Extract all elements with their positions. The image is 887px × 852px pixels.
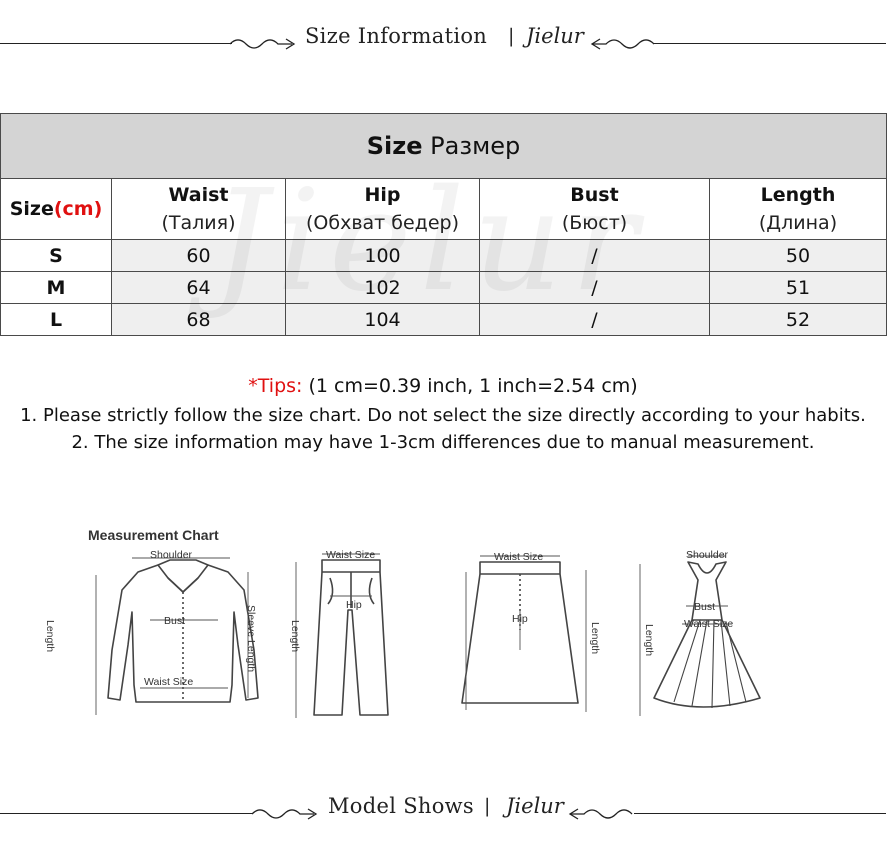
- length-header-ru: (Длина): [758, 212, 838, 234]
- shirt-bust-label: Bust: [164, 615, 186, 627]
- swirl-right-icon: [566, 802, 634, 824]
- size-column-header: [1, 179, 112, 240]
- header-rule-right: [654, 43, 886, 44]
- dress-length-label: Length: [643, 624, 655, 657]
- garment-diagrams: [44, 520, 840, 735]
- header-rule-left: [0, 43, 232, 44]
- dress-diagram: [654, 562, 760, 708]
- waist-cell: 60: [112, 240, 286, 272]
- table-row: [1, 304, 887, 336]
- size-cell: M: [1, 272, 112, 304]
- header-rule-right: [634, 813, 886, 814]
- hip-cell: 100: [286, 240, 480, 272]
- skirt-hip-label: Hip: [512, 613, 528, 625]
- bust-column-header: [480, 179, 710, 240]
- measurement-chart-title: Measurement Chart: [88, 527, 219, 543]
- bust-header-en: Bust: [570, 184, 619, 206]
- size-header-label: Size: [9, 198, 54, 220]
- size-information-header: [0, 24, 886, 64]
- chart-labels: [44, 549, 733, 688]
- table-row: [1, 240, 887, 272]
- brand-name: Jielur: [526, 24, 584, 48]
- brand-name: Jielur: [506, 794, 564, 818]
- hip-cell: 104: [286, 304, 480, 336]
- table-title-row: [1, 114, 887, 179]
- length-cell: 52: [710, 304, 887, 336]
- pants-waist-label: Waist Size: [326, 549, 376, 561]
- swirl-right-icon: [588, 32, 656, 54]
- swirl-left-icon: [228, 32, 296, 54]
- skirt-length-label: Length: [589, 622, 601, 655]
- length-header-en: Length: [760, 184, 836, 206]
- bust-cell: /: [480, 240, 710, 272]
- table-title-bold: Size: [366, 132, 423, 160]
- hip-header-en: Hip: [364, 184, 401, 206]
- bust-header-ru: (Бюст): [561, 212, 628, 234]
- tips-label: *Tips:: [248, 375, 303, 397]
- length-column-header: [710, 179, 887, 240]
- skirt-waist-label: Waist Size: [494, 551, 544, 563]
- waist-header-en: Waist: [168, 184, 229, 206]
- hip-header-ru: (Обхват бедер): [306, 212, 459, 234]
- bust-cell: /: [480, 304, 710, 336]
- table-title: [1, 114, 887, 179]
- shirt-length-label: Length: [44, 620, 56, 653]
- waist-cell: 68: [112, 304, 286, 336]
- pants-hip-label: Hip: [346, 599, 362, 611]
- waist-cell: 64: [112, 272, 286, 304]
- header-rule-left: [0, 813, 252, 814]
- section-title: Size Information: [305, 24, 488, 48]
- bust-cell: /: [480, 272, 710, 304]
- section-title: Model Shows: [328, 794, 475, 818]
- length-cell: 51: [710, 272, 887, 304]
- title-separator: |: [508, 25, 515, 47]
- dress-waist-label: Waist Size: [684, 618, 734, 630]
- waist-column-header: [112, 179, 286, 240]
- shirt-sleeve-label: Sleeve Length: [245, 605, 257, 673]
- waist-header-ru: (Талия): [161, 212, 236, 234]
- size-cell: L: [1, 304, 112, 336]
- shirt-shoulder-label: Shoulder: [150, 549, 193, 561]
- length-cell: 50: [710, 240, 887, 272]
- table-title-ru: Размер: [430, 132, 521, 160]
- dress-shoulder-label: Shoulder: [686, 549, 729, 561]
- table-row: [1, 272, 887, 304]
- title-separator: |: [484, 795, 491, 817]
- tips-note-2: 2. The size information may have 1-3cm differences due to manual measurement.: [71, 432, 815, 453]
- tips-note-1: 1. Please strictly follow the size chart. Do not select the size directly according to your habits.: [20, 405, 866, 426]
- size-header-unit: (cm): [53, 198, 103, 220]
- size-cell: S: [1, 240, 112, 272]
- pants-length-label: Length: [289, 620, 301, 653]
- pants-diagram: [314, 560, 388, 715]
- swirl-left-icon: [250, 802, 318, 824]
- measurement-chart: [44, 520, 840, 735]
- tips-conversion: (1 cm=0.39 inch, 1 inch=2.54 cm): [308, 375, 638, 397]
- table-header-row: [1, 179, 887, 240]
- shirt-waist-label: Waist Size: [144, 676, 194, 688]
- model-shows-header: [0, 794, 886, 834]
- tips-line: [0, 375, 886, 397]
- dress-bust-label: Bust: [694, 601, 716, 613]
- hip-cell: 102: [286, 272, 480, 304]
- size-table: [0, 113, 887, 336]
- hip-column-header: [286, 179, 480, 240]
